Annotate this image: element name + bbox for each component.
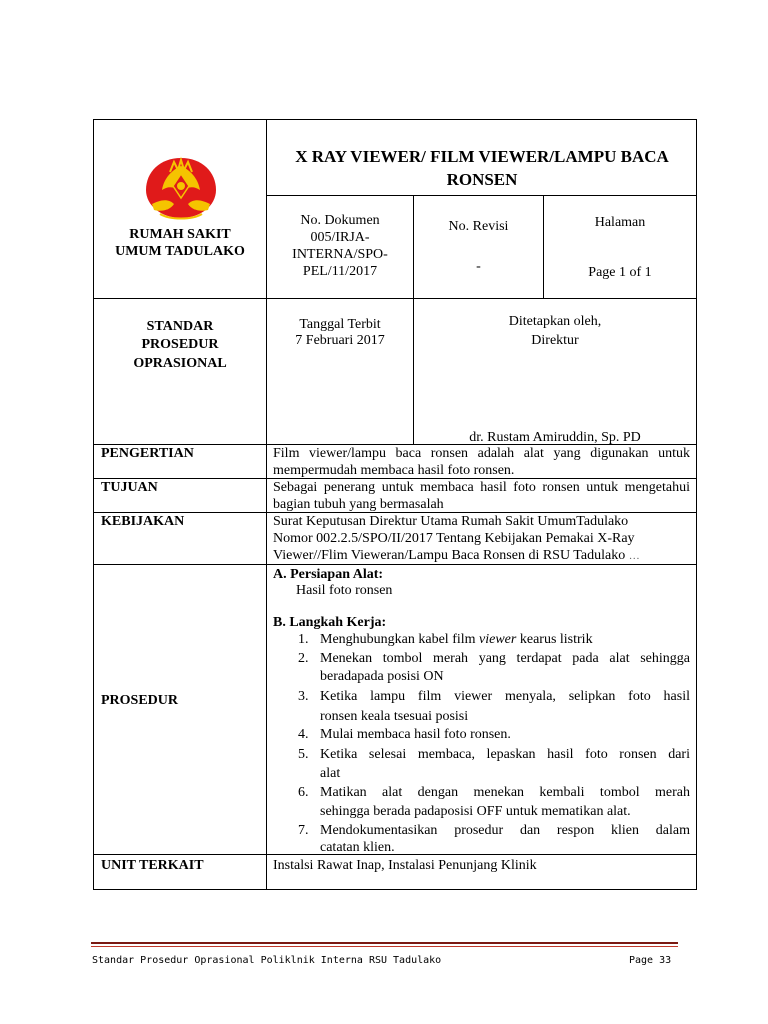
- step-3-line1: Ketika lampu film viewer menyala, selipkan foto hasil: [320, 689, 690, 704]
- step-number: 5.: [298, 747, 309, 762]
- revision-label: No. Revisi: [448, 219, 509, 234]
- step-7-line2: catatan klien.: [320, 840, 395, 855]
- doc-number-value-3: PEL/11/2017: [302, 264, 378, 279]
- issued-date: 7 Februari 2017: [295, 333, 385, 348]
- approved-label: Ditetapkan oleh,: [508, 314, 602, 329]
- kebijakan-label: KEBIJAKAN: [101, 514, 185, 529]
- step-2-line2: beradapada posisi ON: [320, 669, 444, 684]
- footer-rule-light: [91, 946, 678, 947]
- step-1-text: [320, 631, 593, 648]
- unit-text: Instalsi Rawat Inap, Instalasi Penunjang Klinik: [273, 858, 537, 873]
- footer-page-number: Page 33: [629, 955, 672, 966]
- step-number: 2.: [298, 651, 309, 666]
- prosedur-a-heading: A. Persiapan Alat:: [273, 567, 384, 582]
- step-1-pre: Menghubungkan kabel film: [320, 632, 480, 647]
- step-6-line1: Matikan alat dengan menekan kembali tombol merah: [320, 785, 690, 800]
- footer-rule-dark: [91, 942, 678, 944]
- hospital-name-line1: RUMAH SAKIT: [129, 227, 231, 242]
- issued-label: Tanggal Terbit: [299, 317, 381, 332]
- step-number: 4.: [298, 727, 309, 742]
- sop-title-line3: OPRASIONAL: [133, 356, 227, 371]
- step-6-line2: sehingga berada padaposisi OFF untuk mematikan alat.: [320, 804, 631, 819]
- step-1-post: kearus listrik: [516, 632, 593, 647]
- step-4-line1: Mulai membaca hasil foto ronsen.: [320, 727, 511, 742]
- prosedur-b-heading: B. Langkah Kerja:: [273, 615, 387, 630]
- step-7-line1: Mendokumentasikan prosedur dan respon klien dalam: [320, 823, 690, 838]
- step-number: 7.: [298, 823, 309, 838]
- sop-title-line2: PROSEDUR: [141, 337, 219, 352]
- sop-title-line1: STANDAR: [146, 319, 214, 334]
- step-number: 1.: [298, 632, 309, 647]
- approved-role: Direktur: [531, 333, 579, 348]
- step-5-line2: alat: [320, 766, 341, 781]
- document-title-line1: X RAY VIEWER/ FILM VIEWER/LAMPU BACA: [295, 147, 669, 166]
- page-label: Halaman: [594, 215, 646, 230]
- tujuan-label: TUJUAN: [101, 480, 158, 495]
- kebijakan-line2: Nomor 002.2.5/SPO/II/2017 Tentang Kebijakan Pemakai X-Ray: [273, 531, 635, 546]
- approved-name: dr. Rustam Amiruddin, Sp. PD: [469, 430, 641, 445]
- step-3-line2: ronsen keala tsesuai posisi: [320, 709, 469, 724]
- step-1-italic: viewer: [479, 632, 517, 647]
- hospital-logo-icon: [140, 152, 222, 224]
- doc-number-value-1: 005/IRJA-: [310, 230, 370, 245]
- kebijakan-ellipsis: …: [628, 550, 640, 562]
- kebijakan-line3: [273, 547, 640, 565]
- prosedur-label: PROSEDUR: [101, 693, 179, 708]
- step-5-line1: Ketika selesai membaca, lepaskan hasil foto ronsen dari: [320, 747, 690, 762]
- step-number: 6.: [298, 785, 309, 800]
- tujuan-text: Sebagai penerang untuk membaca hasil foto ronsen untuk mengetahui bagian tubuh yang bermasalah: [273, 480, 690, 512]
- footer-title: Standar Prosedur Oprasional Poliklnik Interna RSU Tadulako: [92, 955, 442, 966]
- hospital-name-line2: UMUM TADULAKO: [115, 244, 245, 259]
- prosedur-a-item: Hasil foto ronsen: [296, 583, 393, 598]
- pengertian-label: PENGERTIAN: [101, 446, 194, 461]
- kebijakan-line3-text: Viewer//Flim Vieweran/Lampu Baca Ronsen di RSU Tadulako: [273, 548, 626, 563]
- doc-number-label: No. Dokumen: [300, 213, 380, 228]
- page-value: Page 1 of 1: [588, 265, 652, 280]
- step-number: 3.: [298, 689, 309, 704]
- kebijakan-line1: Surat Keputusan Direktur Utama Rumah Sakit UmumTadulako: [273, 514, 629, 529]
- step-2-line1: Menekan tombol merah yang terdapat pada alat sehingga: [320, 651, 690, 666]
- revision-value: -: [476, 259, 481, 274]
- unit-label: UNIT TERKAIT: [101, 858, 204, 873]
- pengertian-text: Film viewer/lampu baca ronsen adalah alat yang digunakan untuk mempermudah membaca hasil foto ronsen.: [273, 446, 690, 478]
- doc-number-value-2: INTERNA/SPO-: [292, 247, 388, 262]
- document-title-line2: RONSEN: [446, 170, 518, 189]
